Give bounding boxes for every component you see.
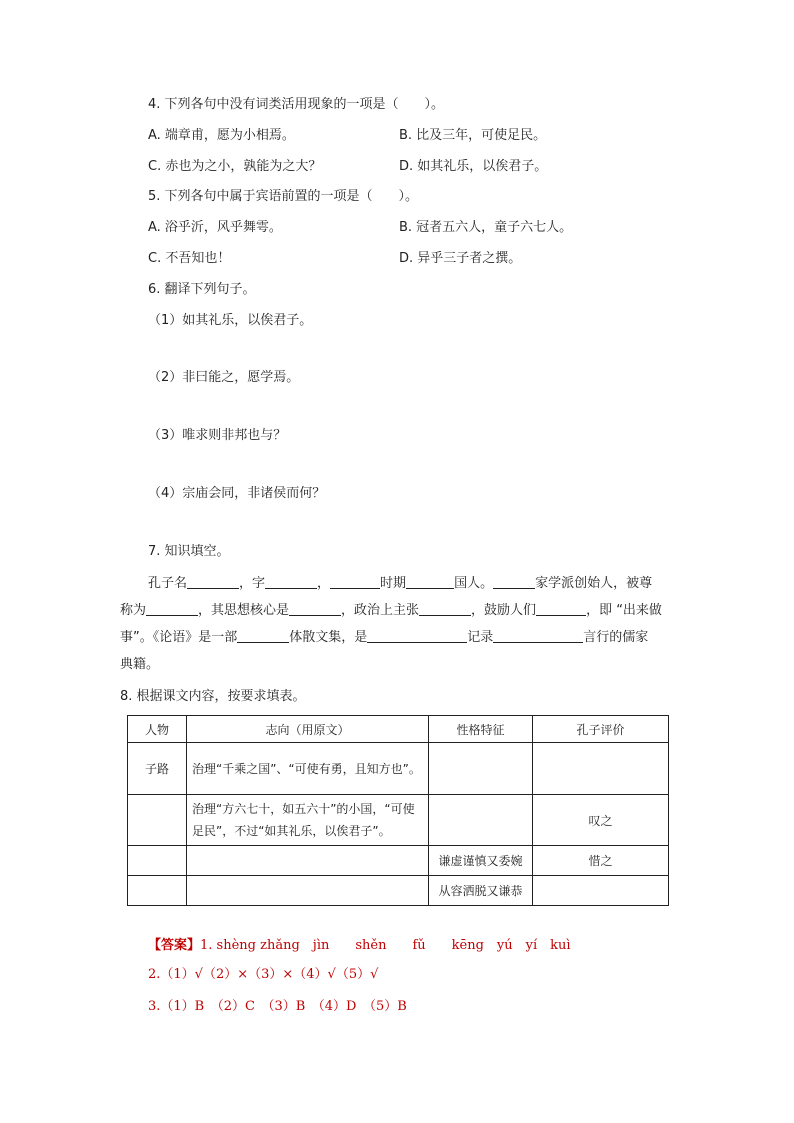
q6-item-1: （1）如其礼乐，以俟君子。 [148, 313, 313, 328]
q4-option-c: C. 赤也为之小，孰能为之大？ [148, 159, 322, 174]
fill-blank[interactable] [493, 574, 535, 589]
cell-aim[interactable] [187, 876, 429, 906]
q7-line-3: 事”。《论语》是一部 体散文集，是 记录 言行的儒家 [120, 630, 649, 645]
header-aim: 志向（用原文） [187, 716, 429, 743]
table-row [128, 743, 669, 795]
fill-blank[interactable] [187, 574, 239, 589]
q4-stem: 4. 下列各句中没有词类活用现象的一项是（ ）。 [148, 97, 445, 112]
cell-person[interactable]: 子路 [128, 743, 187, 795]
q5-option-d: D. 异乎三子者之撰。 [399, 251, 522, 266]
cell-aim[interactable]: 治理“方六七十，如五六十”的小国，“可使足民”，不过“如其礼乐，以俟君子”。 [187, 795, 429, 846]
cell-aim[interactable]: 治理“千乘之国”、“可使有勇，且知方也”。 [187, 743, 429, 795]
cell-trait[interactable] [429, 743, 533, 795]
cell-trait[interactable]: 从容洒脱又谦恭 [429, 876, 533, 906]
fill-blank[interactable] [146, 601, 198, 616]
table-row [128, 795, 669, 846]
q8-stem: 8. 根据课文内容，按要求填表。 [120, 689, 306, 704]
answer-line-1 [148, 937, 571, 955]
header-person: 人物 [128, 716, 187, 743]
cell-evaluation[interactable]: 惜之 [533, 846, 669, 876]
fill-blank[interactable] [289, 601, 341, 616]
q7-line-4: 典籍。 [120, 657, 160, 672]
q6-stem: 6. 翻译下列句子。 [148, 282, 256, 297]
answer-2: 2.（1）√（2）×（3）×（4）√（5）√ [148, 967, 379, 982]
q4-option-b: B. 比及三年，可使足民。 [399, 128, 547, 143]
fill-blank[interactable] [330, 574, 380, 589]
header-evaluation: 孔子评价 [533, 716, 669, 743]
header-trait: 性格特征 [429, 716, 533, 743]
q5-stem: 5. 下列各句中属于宾语前置的一项是（ ）。 [148, 189, 419, 204]
answer-label: 【答案】 [148, 938, 201, 953]
q5-option-c: C. 不吾知也！ [148, 251, 231, 266]
answer-1: 1. shèng zhǎng jìn shěn fǔ kēng yú yí kuì [200, 938, 571, 953]
fill-blank[interactable] [406, 574, 454, 589]
table-row [128, 846, 669, 876]
fill-blank[interactable] [493, 628, 583, 643]
cell-evaluation[interactable]: 叹之 [533, 795, 669, 846]
cell-evaluation[interactable] [533, 743, 669, 795]
cell-person[interactable] [128, 876, 187, 906]
q4-option-d: D. 如其礼乐，以俟君子。 [399, 159, 548, 174]
answer-3: 3.（1）B （2）C （3）B （4）D （5）B [148, 999, 407, 1014]
cell-person[interactable] [128, 795, 187, 846]
fill-blank[interactable] [237, 628, 289, 643]
cell-aim[interactable] [187, 846, 429, 876]
fill-blank[interactable] [265, 574, 317, 589]
fill-blank[interactable] [536, 601, 586, 616]
cell-evaluation[interactable] [533, 876, 669, 906]
q6-item-4: （4）宗庙会同，非诸侯而何？ [148, 486, 326, 501]
fill-in-table [127, 715, 669, 906]
q7-line-2: 称为 ，其思想核心是 ，政治上主张 ，鼓励人们 ，即 “出来做 [120, 603, 662, 618]
cell-trait[interactable]: 谦虚谨慎又委婉 [429, 846, 533, 876]
fill-blank[interactable] [419, 601, 471, 616]
q7-line-1: 孔子名 ，字 ， 时期 国人。 家学派创始人，被尊 [148, 576, 653, 591]
fill-blank[interactable] [367, 628, 467, 643]
q4-option-a: A. 端章甫，愿为小相焉。 [148, 128, 295, 143]
cell-person[interactable] [128, 846, 187, 876]
q6-item-2: （2）非曰能之，愿学焉。 [148, 370, 300, 385]
table-header-row [128, 716, 669, 743]
q5-option-b: B. 冠者五六人，童子六七人。 [399, 220, 573, 235]
cell-trait[interactable] [429, 795, 533, 846]
q7-stem: 7. 知识填空。 [148, 544, 230, 559]
q5-option-a: A. 浴乎沂，风乎舞雩。 [148, 220, 282, 235]
q6-item-3: （3）唯求则非邦也与？ [148, 428, 287, 443]
table-row [128, 876, 669, 906]
